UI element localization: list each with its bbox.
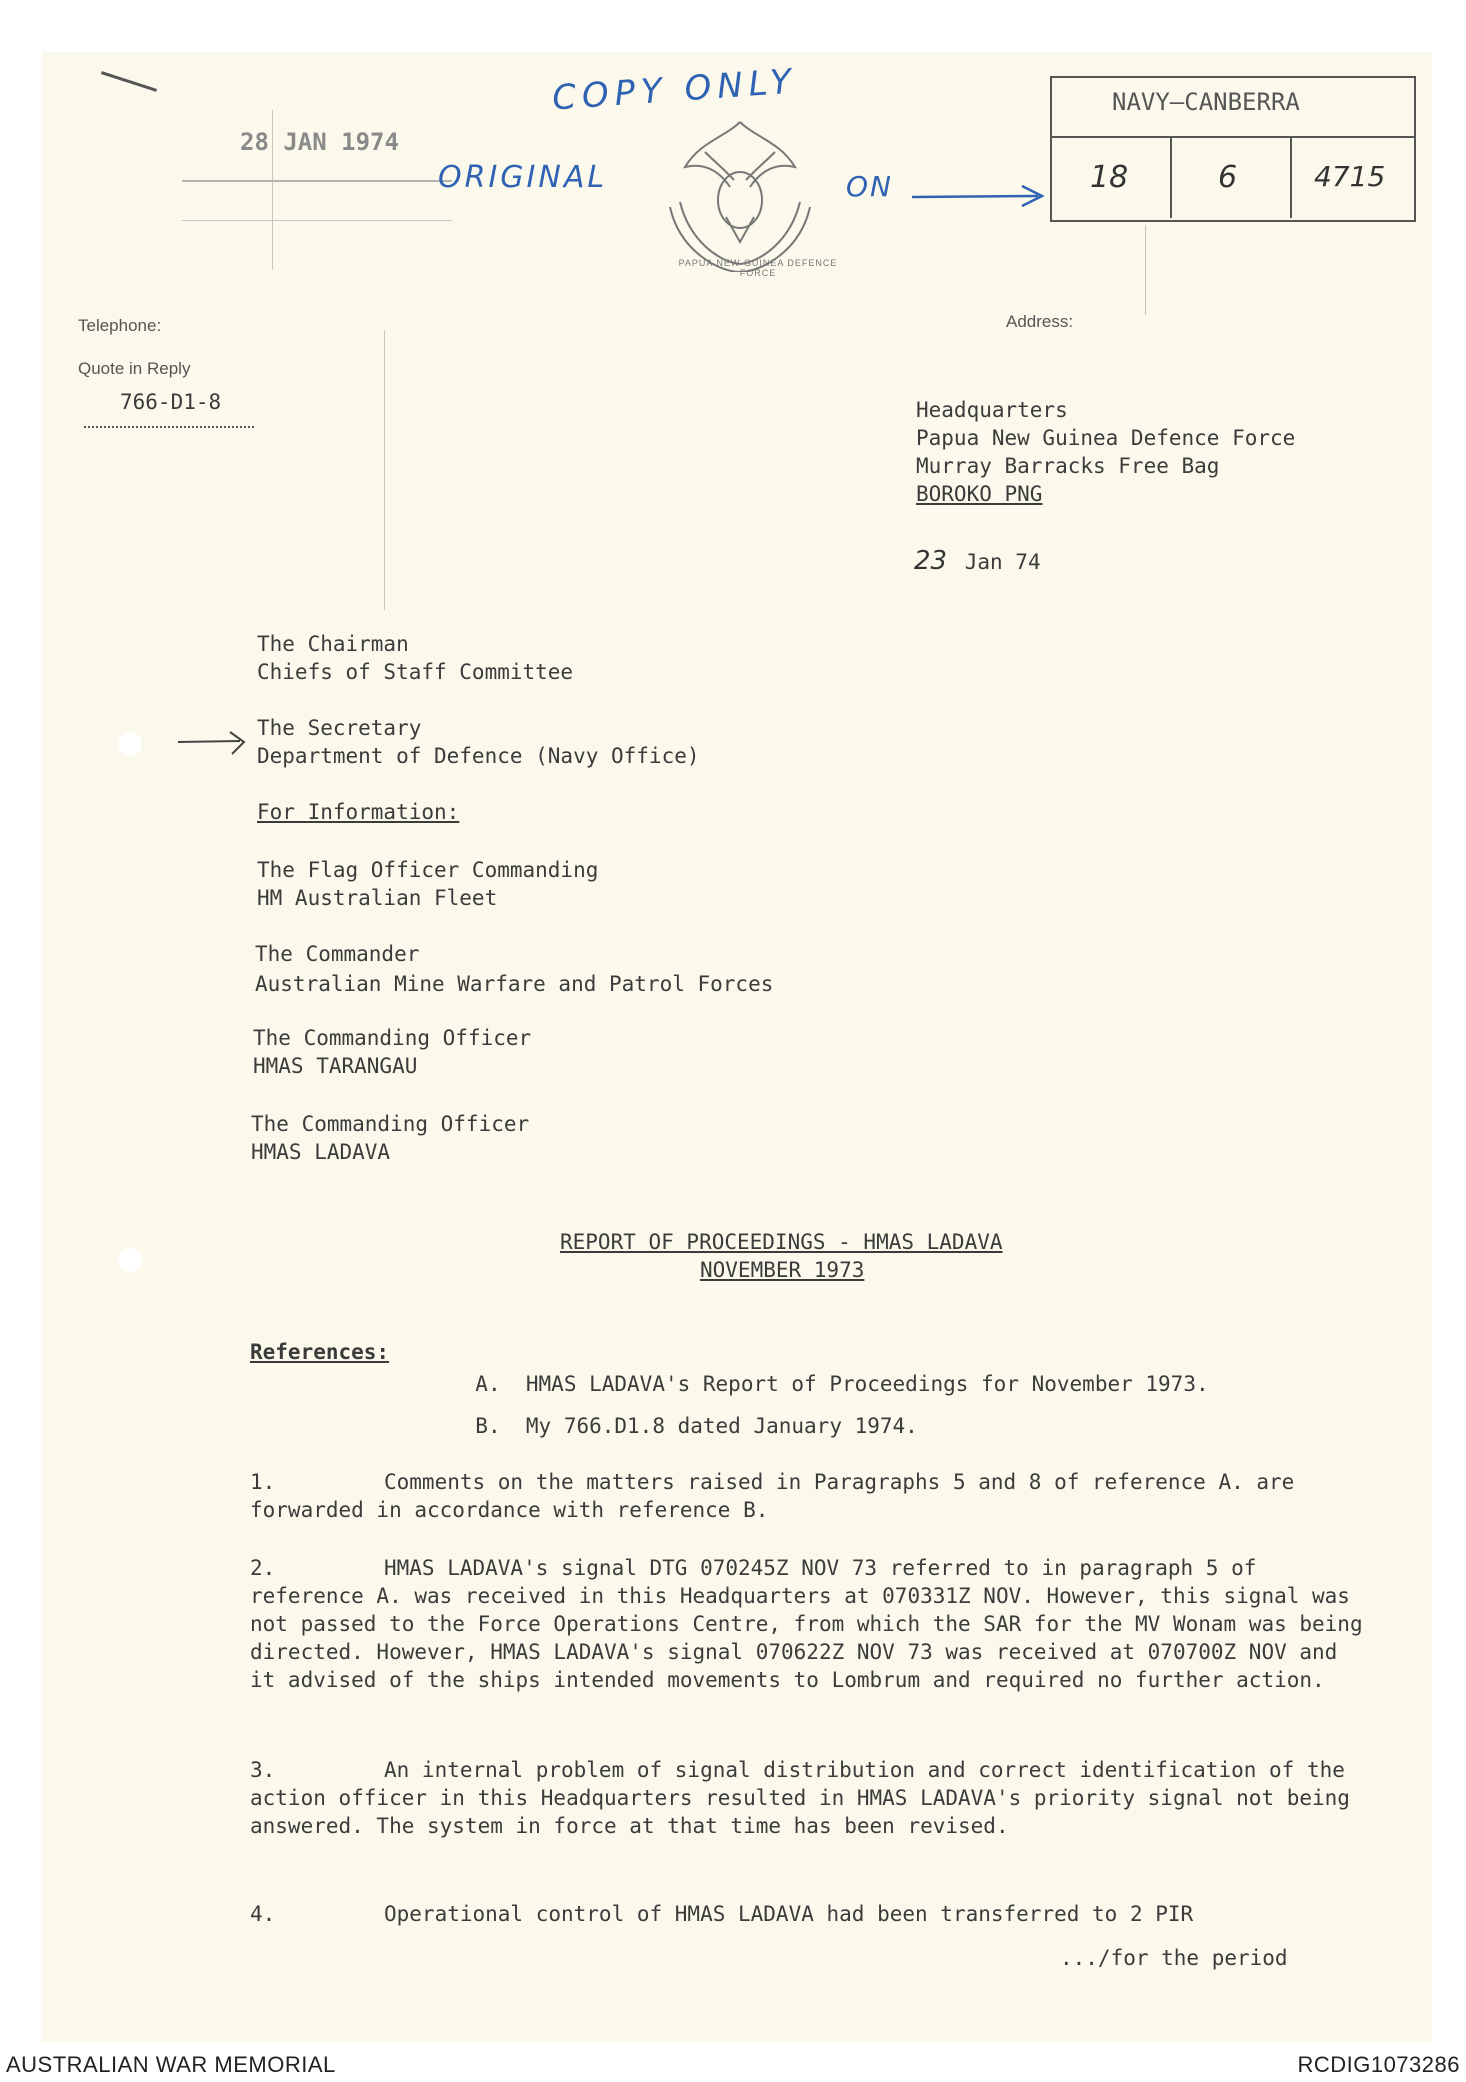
crest-motto-text: PAPUA NEW GUINEA DEFENCE FORCE	[678, 258, 838, 278]
navy-stamp-title: NAVY—CANBERRA	[1112, 88, 1300, 116]
report-title: REPORT OF PROCEEDINGS - HMAS LADAVA	[560, 1230, 1003, 1254]
reference-b	[450, 1384, 918, 1440]
info-recipient-3-line-2: HMAS TARANGAU	[253, 1054, 418, 1078]
references-label: References:	[250, 1340, 390, 1364]
telephone-label: Telephone:	[78, 316, 162, 335]
handwritten-original: ORIGINAL	[438, 160, 608, 195]
punch-hole-top	[118, 732, 142, 756]
footer-document-id: RCDIG1073286	[1297, 2052, 1460, 2077]
reference-b-text: My 766.D1.8 dated January 1974.	[525, 1414, 918, 1438]
punch-hole-bottom	[118, 1248, 142, 1272]
letter-date-typed: Jan 74	[964, 550, 1041, 574]
handwritten-on: ON	[846, 170, 893, 203]
margin-arrow-icon	[176, 728, 256, 758]
info-recipient-1-line-1: The Flag Officer Commanding	[257, 858, 599, 882]
address-line-3: Murray Barracks Free Bag	[916, 454, 1220, 478]
paragraph-4-number: 4.	[250, 1902, 276, 1926]
paragraph-3-text: An internal problem of signal distribution and correct identification of the action officer in this Headquarters resulted in HMAS LADAVA's priority signal not being answered. The system in force at that time has been revised.	[250, 1758, 1350, 1838]
info-recipient-3-line-1: The Commanding Officer	[253, 1026, 532, 1050]
date-stamp-text: 28 JAN 1974	[240, 128, 399, 156]
paragraph-2-text: HMAS LADAVA's signal DTG 070245Z NOV 73 referred to in paragraph 5 of reference A. was received in this Headquarters at 070331Z NOV. However, this signal was not passed to the Force Operations Centre, from which the SAR for the MV Wonam was being directed. However, HMAS LADAVA's signal 070622Z NOV 73 was received at 070700Z NOV and it advised of the ships intended movements to Lombrum and required no further action.	[250, 1556, 1363, 1692]
letter-date	[914, 546, 1041, 576]
address-line-2: Papua New Guinea Defence Force	[916, 426, 1296, 450]
paragraph-4-text: Operational control of HMAS LADAVA had been transferred to 2 PIR	[384, 1902, 1194, 1926]
reference-a-text: HMAS LADAVA's Report of Proceedings for November 1973.	[525, 1372, 1209, 1396]
recipient-2-line-1: The Secretary	[257, 716, 422, 740]
info-recipient-2-line-2: Australian Mine Warfare and Patrol Forces	[255, 972, 774, 996]
reference-a-letter: A.	[475, 1372, 501, 1396]
paragraph-4	[250, 1900, 1365, 1928]
recipient-1-line-1: The Chairman	[257, 632, 409, 656]
footer-archive-name: AUSTRALIAN WAR MEMORIAL	[6, 2052, 336, 2077]
info-recipient-1-line-2: HM Australian Fleet	[257, 886, 498, 910]
navy-stamp-field-3: 4715	[1314, 160, 1386, 193]
recipient-1-line-2: Chiefs of Staff Committee	[257, 660, 574, 684]
quote-in-reply-label: Quote in Reply	[78, 359, 191, 378]
navy-stamp-field-2: 6	[1218, 160, 1238, 195]
paragraph-2-number: 2.	[250, 1556, 276, 1580]
handwritten-arrow-icon	[910, 180, 1050, 210]
fold-mark	[1145, 225, 1146, 315]
for-information-label: For Information:	[257, 800, 460, 824]
info-recipient-2-line-1: The Commander	[255, 942, 420, 966]
info-recipient-4-line-1: The Commanding Officer	[251, 1112, 530, 1136]
address-line-1: Headquarters	[916, 398, 1068, 422]
continuation-marker: .../for the period	[1060, 1946, 1288, 1970]
navy-registry-stamp	[1050, 76, 1416, 222]
paragraph-3	[250, 1756, 1365, 1840]
paragraph-2	[250, 1554, 1365, 1694]
paragraph-3-number: 3.	[250, 1758, 276, 1782]
address-line-4: BOROKO PNG	[916, 482, 1043, 506]
report-title-month: NOVEMBER 1973	[700, 1258, 865, 1282]
fold-mark	[384, 330, 385, 610]
document-page	[42, 52, 1432, 2042]
info-recipient-4-line-2: HMAS LADAVA	[251, 1140, 391, 1164]
paragraph-1	[250, 1468, 1365, 1524]
recipient-2-line-2: Department of Defence (Navy Office)	[257, 744, 700, 768]
date-stamp-faded-line	[182, 220, 452, 221]
reference-dotted-rule	[84, 426, 254, 428]
address-label: Address:	[1006, 312, 1074, 331]
letter-date-handwritten: 23	[914, 546, 948, 576]
handwritten-copy-only: COPY ONLY	[550, 61, 799, 119]
received-date-stamp	[182, 128, 452, 232]
reference-number: 766-D1-8	[120, 390, 222, 414]
navy-stamp-field-1: 18	[1090, 160, 1129, 195]
reference-b-letter: B.	[475, 1414, 501, 1438]
paragraph-1-text: Comments on the matters raised in Paragraphs 5 and 8 of reference A. are forwarded in accordance with reference B.	[250, 1470, 1295, 1522]
date-stamp-faded-line	[182, 180, 452, 182]
png-defence-force-crest-icon	[630, 112, 850, 272]
paragraph-1-number: 1.	[250, 1470, 276, 1494]
